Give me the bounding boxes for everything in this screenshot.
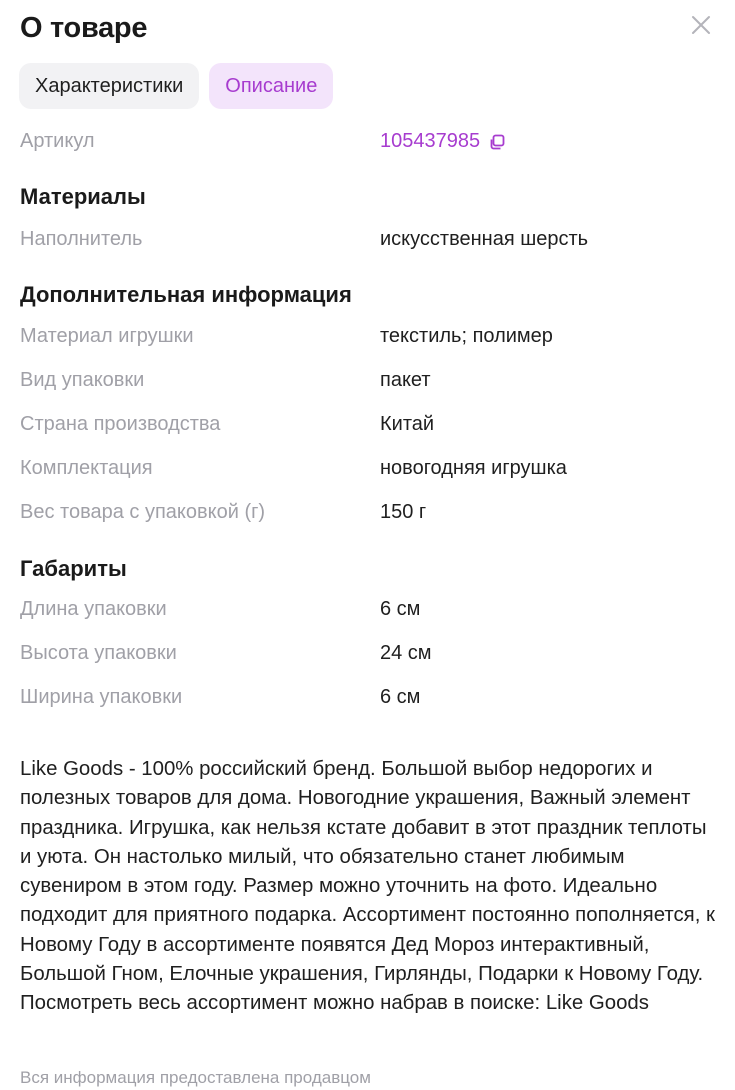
article-value[interactable] <box>380 130 506 153</box>
tab-characteristics[interactable]: Характеристики <box>19 63 199 109</box>
spec-label: Наполнитель <box>20 228 143 250</box>
spec-value: пакет <box>380 369 431 391</box>
spec-row <box>20 686 720 716</box>
spec-label: Вес товара с упаковкой (г) <box>20 501 266 523</box>
spec-label: Ширина упаковки <box>20 686 183 708</box>
article-number: 105437985 <box>380 130 481 152</box>
spec-row <box>20 228 720 258</box>
spec-label: Вид упаковки <box>20 369 145 391</box>
spec-value: 150 г <box>380 501 427 523</box>
product-description: Like Goods - 100% российский бренд. Большой выбор недорогих и полезных товаров для дома. Новогодние украшения, Важный элемент праздника. Игрушка, как нельзя кстате добавит в этот праздник теплоты и уюта. Он настолько милый, что обязательно станет любимым сувениром в этом году. Размер можно уточнить на фото. Идеально подходит для приятного подарка. Ассортимент постоянно пополняется, к Новому Году в ассортименте появятся Дед Мороз интерактивный, Большой Гном, Елочные украшения, Гирлянды, Подарки к Новому Году. Посмотреть весь ассортимент можно набрав в поиске: Like Goods <box>20 758 715 1015</box>
section-title-additional-info: Дополнительная информация <box>20 282 352 307</box>
section-title-materials: Материалы <box>20 184 146 209</box>
spec-label: Комплектация <box>20 457 153 479</box>
section-title-dimensions: Габариты <box>20 556 127 581</box>
spec-label: Высота упаковки <box>20 642 177 664</box>
tab-description[interactable]: Описание <box>209 63 333 109</box>
spec-value: 6 см <box>380 598 421 620</box>
spec-row <box>20 501 720 531</box>
close-icon <box>686 10 716 40</box>
spec-value: 24 см <box>380 642 432 664</box>
close-button[interactable] <box>686 10 716 40</box>
spec-row <box>20 642 720 672</box>
spec-value: текстиль; полимер <box>380 325 553 347</box>
spec-value: Китай <box>380 413 435 435</box>
seller-info-note: Вся информация предоставлена продавцом <box>20 1068 371 1087</box>
spec-value: новогодняя игрушка <box>380 457 567 479</box>
spec-row <box>20 325 720 355</box>
spec-value: искусственная шерсть <box>380 228 589 250</box>
spec-row <box>20 457 720 487</box>
tab-bar <box>19 63 333 109</box>
spec-label: Длина упаковки <box>20 598 167 620</box>
article-row <box>20 130 720 160</box>
spec-label: Страна производства <box>20 413 221 435</box>
dialog-title: О товаре <box>20 12 148 44</box>
article-label: Артикул <box>20 130 95 152</box>
spec-value: 6 см <box>380 686 421 708</box>
spec-row <box>20 598 720 628</box>
spec-label: Материал игрушки <box>20 325 194 347</box>
spec-row <box>20 413 720 443</box>
copy-icon[interactable] <box>488 133 506 151</box>
spec-row <box>20 369 720 399</box>
